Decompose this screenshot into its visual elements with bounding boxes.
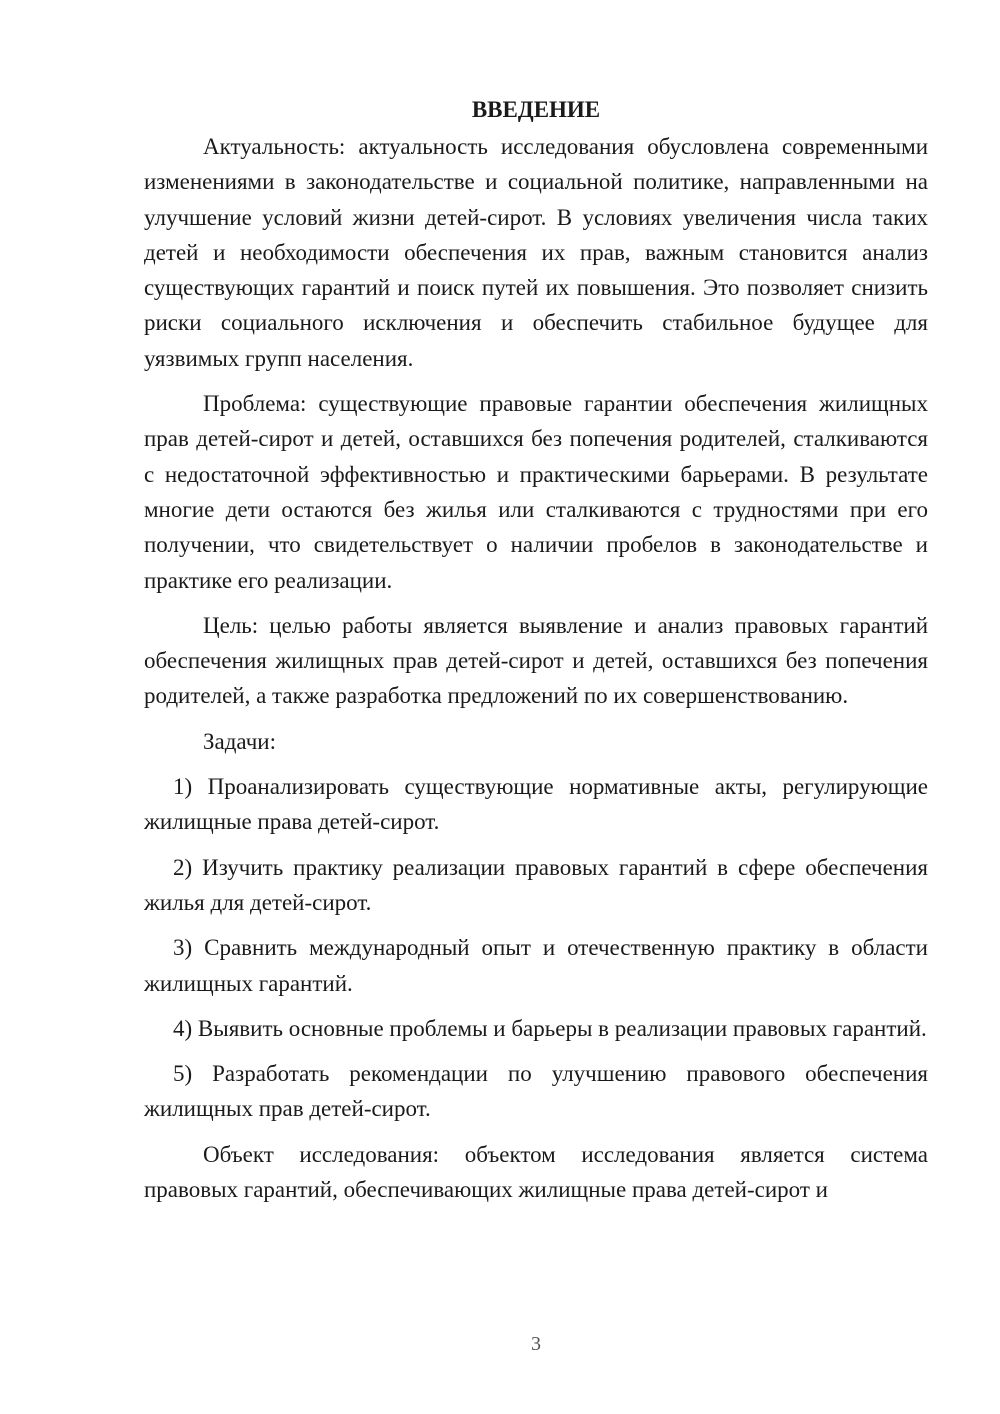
- page-body: [144, 92, 928, 1217]
- paragraph-problem: Проблема: существующие правовые гарантии обеспечения жилищных прав детей-сирот и детей, оставшихся без попечения родителей, сталкиваются с недостаточной эффективностью и практическими барьерами. В результате многие дети остаются без жилья или сталкиваются с трудностями при его получении, что свидетельствует о наличии пробелов в законодательстве и практике его реализации.: [144, 391, 928, 593]
- paragraph-relevance: Актуальность: актуальность исследования обусловлена современными изменениями в законодательстве и социальной политике, направленными на улучшение условий жизни детей-сирот. В условиях увеличения числа таких детей и необходимости обеспечения их прав, важным становится анализ существующих гарантий и поиск путей их повышения. Это позволяет снизить риски социального исключения и обеспечить стабильное будущее для уязвимых групп населения.: [144, 134, 928, 371]
- task-item: 1) Проанализировать существующие нормативные акты, регулирующие жилищные права детей-сирот.: [144, 774, 928, 835]
- page-number: 3: [531, 1333, 541, 1355]
- task-item: 2) Изучить практику реализации правовых гарантий в сфере обеспечения жилья для детей-сирот.: [144, 854, 928, 915]
- paragraph-goal: Цель: целью работы является выявление и анализ правовых гарантий обеспечения жилищных прав детей-сирот и детей, оставшихся без попечения родителей, а также разработка предложений по их совершенствованию.: [144, 612, 928, 709]
- task-item: 4) Выявить основные проблемы и барьеры в реализации правовых гарантий.: [173, 1015, 927, 1041]
- section-title: ВВЕДЕНИЕ: [471, 97, 601, 122]
- task-item: 5) Разработать рекомендации по улучшению правового обеспечения жилищных прав детей-сирот.: [144, 1061, 928, 1122]
- task-item: 3) Сравнить международный опыт и отечественную практику в области жилищных гарантий.: [144, 935, 928, 996]
- tasks-heading: Задачи:: [203, 728, 276, 754]
- paragraph-object: Объект исследования: объектом исследования является система правовых гарантий, обеспечивающих жилищные права детей-сирот и: [144, 1141, 928, 1203]
